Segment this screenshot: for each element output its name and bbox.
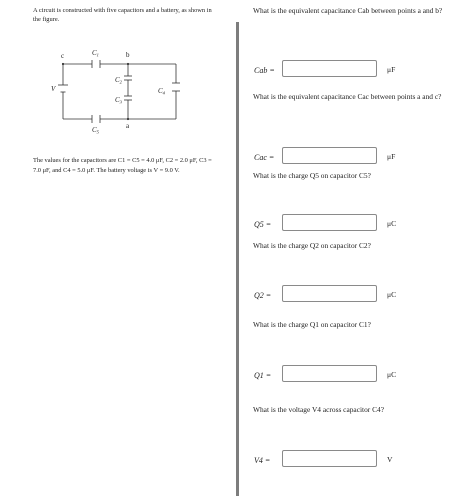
question-q1-text: What is the charge Q1 on capacitor C1? xyxy=(253,320,371,329)
q5-label: Q5 = xyxy=(254,220,272,229)
cac-label: Cac = xyxy=(254,153,275,162)
capacitor-values: The values for the capacitors are C1 = C5 = 4.0 μF, C2 = 2.0 μF, C3 = 7.0 μF, and C4 = 5.0 μF. The battery voltage is V = 9.0 V. xyxy=(33,157,212,174)
q2-label: Q2 = xyxy=(254,291,272,300)
q2-unit: μC xyxy=(387,290,397,299)
q1-unit: μC xyxy=(387,370,397,379)
question-cac-text: What is the equivalent capacitance Cac between points a and c? xyxy=(253,92,442,101)
question-q5-text: What is the charge Q5 on capacitor C5? xyxy=(253,171,371,180)
q1-input[interactable] xyxy=(282,365,377,382)
q5-unit: μC xyxy=(387,219,397,228)
cac-unit: μF xyxy=(387,152,396,161)
questions-panel xyxy=(239,0,474,496)
c3-label: $C_3$ xyxy=(115,96,122,105)
question-v4-text: What is the voltage V4 across capacitor C4? xyxy=(253,405,385,414)
c2-label: $C_2$ xyxy=(115,76,122,85)
v4-input[interactable] xyxy=(282,450,377,467)
cab-input[interactable] xyxy=(282,60,377,77)
battery-label: V xyxy=(51,85,56,93)
cab-label: Cab = xyxy=(254,66,275,75)
problem-intro: A circuit is constructed with five capacitors and a battery, as shown in the figure. xyxy=(33,7,212,23)
q1-label: Q1 = xyxy=(254,371,272,380)
node-b-label: b xyxy=(126,51,130,59)
cab-unit: μF xyxy=(387,65,396,74)
c1-label: $C_1$ xyxy=(92,49,99,58)
v4-unit: V xyxy=(387,455,393,464)
c4-label: $C_4$ xyxy=(158,87,165,96)
q2-input[interactable] xyxy=(282,285,377,302)
v4-label: V4 = xyxy=(254,456,271,465)
q5-input[interactable] xyxy=(282,214,377,231)
cac-input[interactable] xyxy=(282,147,377,164)
node-a-label: a xyxy=(126,122,130,130)
c5-label: $C_5$ xyxy=(92,126,99,135)
node-c-label: c xyxy=(61,52,65,60)
question-q2-text: What is the charge Q2 on capacitor C2? xyxy=(253,241,371,250)
question-cab-text: What is the equivalent capacitance Cab between points a and b? xyxy=(253,6,443,15)
circuit-diagram xyxy=(48,40,188,140)
problem-panel xyxy=(0,0,236,496)
